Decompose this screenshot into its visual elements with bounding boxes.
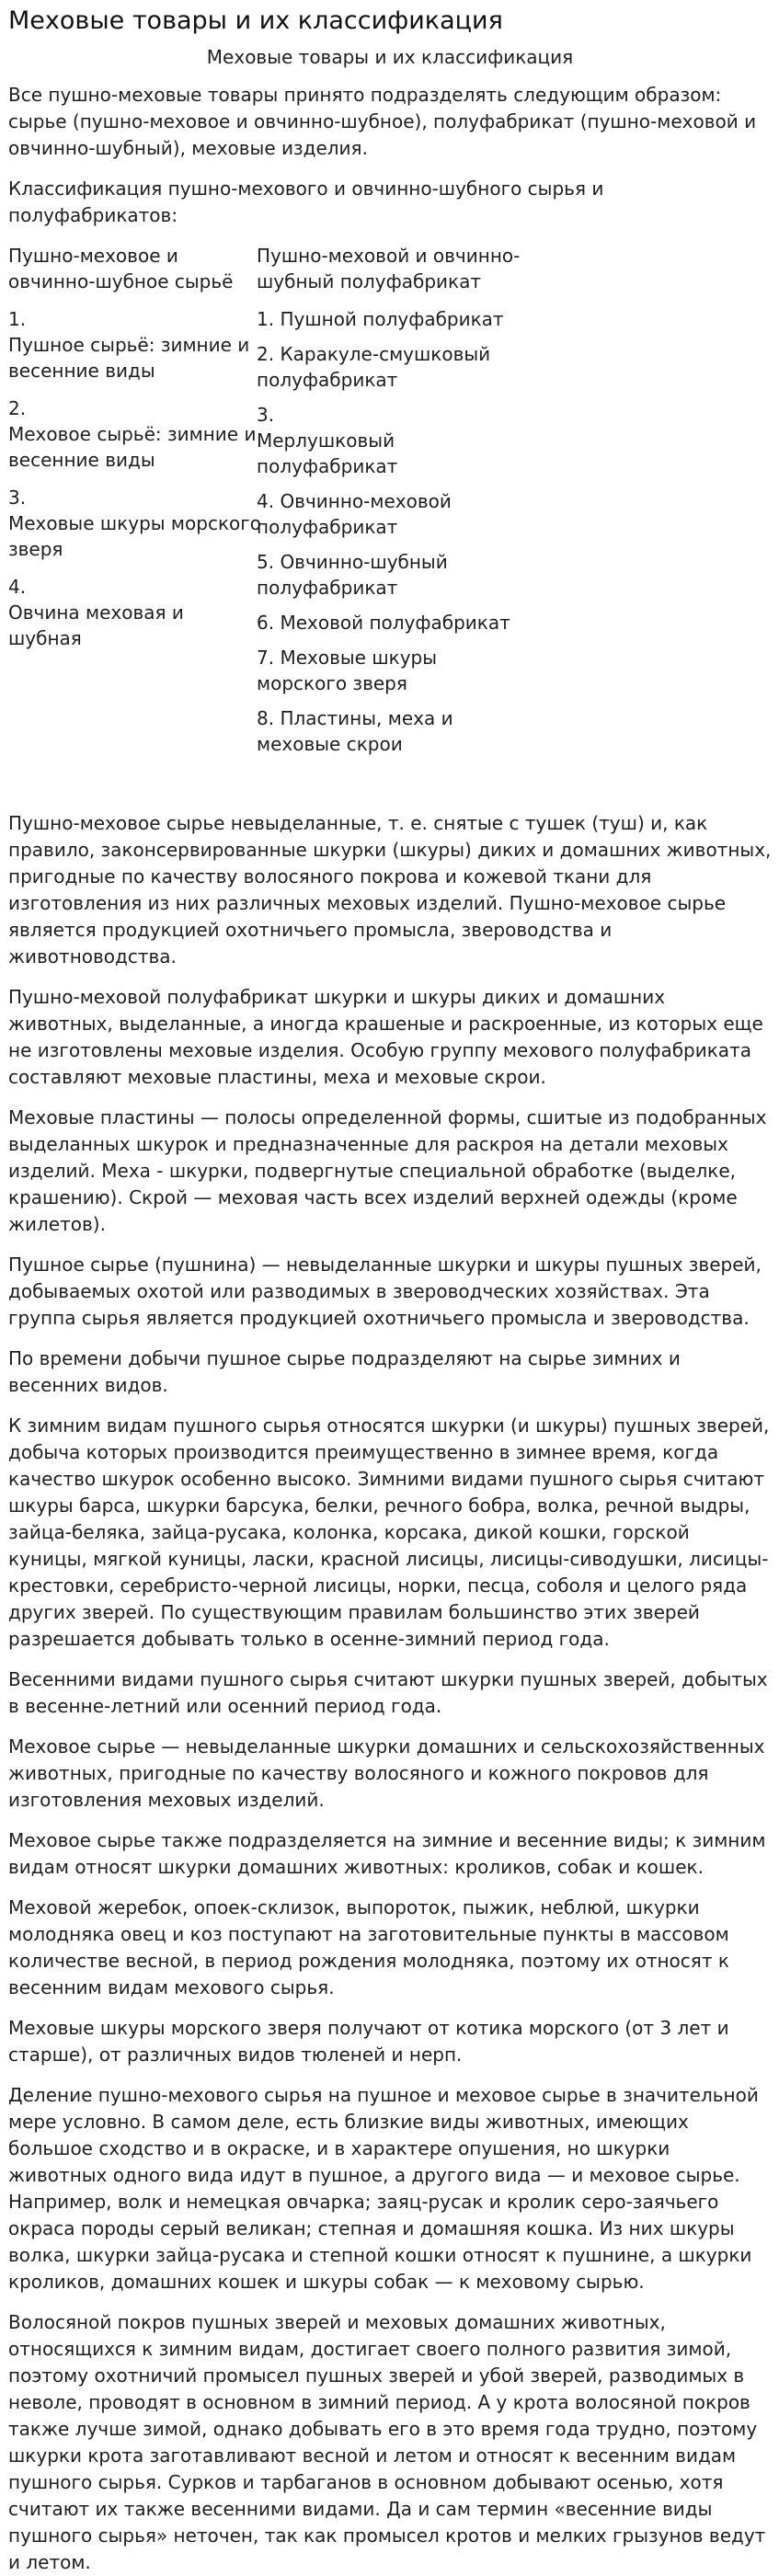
right-item: 3. (257, 404, 275, 426)
left-item-number: 3. (8, 487, 27, 509)
right-column-header: Пушно-меховой и овчинно-шубный полуфабрикат (257, 245, 521, 292)
left-item-number: 1. (8, 308, 27, 330)
left-item-text: Меховые шкуры морского зверя (8, 512, 262, 560)
left-item (8, 485, 261, 562)
right-item: 2. Каракуле-смушковый полуфабрикат (257, 343, 491, 391)
document-subtitle: Меховые товары и их классификация (206, 46, 574, 68)
classification-heading: Классификация пушно-мехового и овчинно-шубного сырья и полуфабрикатов: (8, 177, 604, 226)
classification-left-column (8, 243, 261, 766)
body-paragraph: Пушно-меховое сырье невыделанные, т. е. снятые с тушек (туш) и, как правило, законсервированные шкурки (шкуры) диких и домашних животных, пригодные по качеству волосяного покрова и кожевой ткани для изготовления из них различных меховых изделий. Пушно-меховое сырье является продукцией охотничьего промысла, звероводства и животноводства. (8, 812, 772, 967)
body-paragraph: Меховое сырье также подразделяется на зимние и весенние виды; к зимним видам относят шкурки домашних животных: кроликов, собак и кошек. (8, 1829, 766, 1878)
left-item-number: 2. (8, 397, 27, 419)
body-paragraph: Пушное сырье (пушнина) — невыделанные шкурки и шкуры пушных зверей, добываемых охотой или разводимых в звероводческих хозяйствах. Эта группа сырья является продукцией охотничьего промысла и звероводства. (8, 1254, 762, 1329)
left-item-text: Овчина меховая и шубная (8, 601, 184, 649)
right-item: Мерлушковый полуфабрикат (257, 429, 398, 477)
left-item-number: 4. (8, 576, 27, 598)
table-spacer (8, 766, 772, 810)
body-paragraph: По времени добычи пушное сырье подразделяют на сырье зимних и весенних видов. (8, 1347, 681, 1396)
document-page (0, 6, 779, 2576)
body-paragraph: Меховые пластины — полосы определенной формы, сшитые из подобранных выделанных шкурок и предназначенные для раскроя на детали меховых изделий. Меха - шкурки, подвергнутые специальной обработке (выделке, крашению). Скрой — меховая часть всех изделий верхней одежды (кроме жилетов). (8, 1106, 767, 1235)
right-item: 8. Пластины, меха и меховые скрои (257, 707, 453, 755)
body-paragraph: К зимним видам пушного сырья относятся шкурки (и шкуры) пушных зверей, добыча которых производится преимущественно в зимнее время, когда качество шкурок особенно высоко. Зимними видами пушного сырья считают шкуры барса, шкурки барсука, белки, речного бобра, волка, речной выдры, зайца-беляка, зайца-русака, колонка, корсака, дикой кошки, горской куницы, мягкой куницы, ласки, красной лисицы, лисицы-сиводушки, лисицы-крестовки, серебристо-черной лисицы, норки, песца, соболя и целого ряда других зверей. По существующим правилам большинство этих зверей разрешается добывать только в осенне-зимний период года. (8, 1414, 770, 1650)
left-item-text: Пушное сырьё: зимние и весенние виды (8, 334, 250, 382)
right-item: 6. Меховой полуфабрикат (257, 612, 510, 634)
body-paragraph: Деление пушно-мехового сырья на пушное и меховое сырье в значительной мере условно. В самом деле, есть близкие виды животных, имеющих большое сходство и в окраске, и в характере опушения, но шкурки животных одного вида идут в пушное, а другого вида — и меховое сырье. Например, волк и немецкая овчарка; заяц-русак и кролик серо-заячьего окраса породы серый великан; степная и домашняя кошка. Из них шкуры волка, шкурки зайца-русака и степной кошки относят к пушнине, а шкурки кроликов, домашних кошек и шкуры собак — к меховому сырью. (8, 2084, 759, 2293)
right-item: 5. Овчинно-шубный полуфабрикат (257, 551, 448, 599)
left-item (8, 574, 261, 651)
body-paragraph: Пушно-меховой полуфабрикат шкурки и шкуры диких и домашних животных, выделанные, а иногда крашеные и раскроенные, из которых еще не изготовлены меховые изделия. Особую группу мехового полуфабриката составляют меховые пластины, меха и меховые скрои. (8, 986, 763, 1088)
body-paragraph: Меховые шкуры морского зверя получают от котика морского (от 3 лет и старше), от различных видов тюленей и нерп. (8, 2017, 729, 2066)
body-paragraph: Меховой жеребок, опоек-склизок, выпороток, пыжик, неблюй, шкурки молодняка овец и коз поступают на заготовительные пункты в массовом количестве весной, в период рождения молодняка, поэтому их относят к весенним видам мехового сырья. (8, 1896, 729, 1998)
body-paragraph: Меховое сырье — невыделанные шкурки домашних и сельскохозяйственных животных, пригодные по качеству волосяного и кожного покровов для изготовления меховых изделий. (8, 1735, 765, 1811)
left-item (8, 395, 261, 473)
left-item-text: Меховое сырьё: зимние и весенние виды (8, 423, 257, 471)
body-paragraph: Волосяной покров пушных зверей и меховых домашних животных, относящихся к зимним видам, достигает своего полного развития зимой, поэтому охотничий промысел пушных зверей и убой зверей, разводимых в неволе, проводят в основном в зимний период. А у крота волосяной покров также лучше зимой, однако добывать его в это время года трудно, поэтому шкурки крота заготавливают весной и летом и относят к весенним видам пушного сырья. Сурков и тарбаганов в основном добывают осенью, хотя считают их также весенними видами. Да и сам термин «весенние виды пушного сырья» неточен, так как промысел кротов и мелких грызунов ведут и летом. (8, 2311, 766, 2573)
classification-right-column (257, 243, 533, 766)
intro-paragraph: Все пушно-меховые товары принято подразделять следующим образом: сырье (пушно-меховое и овчинно-шубное), полуфабрикат (пушно-меховой и овчинно-шубный), меховые изделия. (8, 84, 757, 159)
right-item: 1. Пушной полуфабрикат (257, 308, 504, 330)
body-paragraph: Весенними видами пушного сырья считают шкурки пушных зверей, добытых в весенне-летний или осенний период года. (8, 1668, 768, 1717)
document-title: Меховые товары и их классификация (8, 6, 503, 35)
left-item (8, 306, 261, 384)
left-column-header: Пушно-меховое и овчинно-шубное сырьё (8, 245, 234, 292)
right-item: 7. Меховые шкуры морского зверя (257, 647, 438, 694)
right-item: 4. Овчинно-меховой полуфабрикат (257, 490, 452, 538)
classification-table (8, 243, 772, 766)
